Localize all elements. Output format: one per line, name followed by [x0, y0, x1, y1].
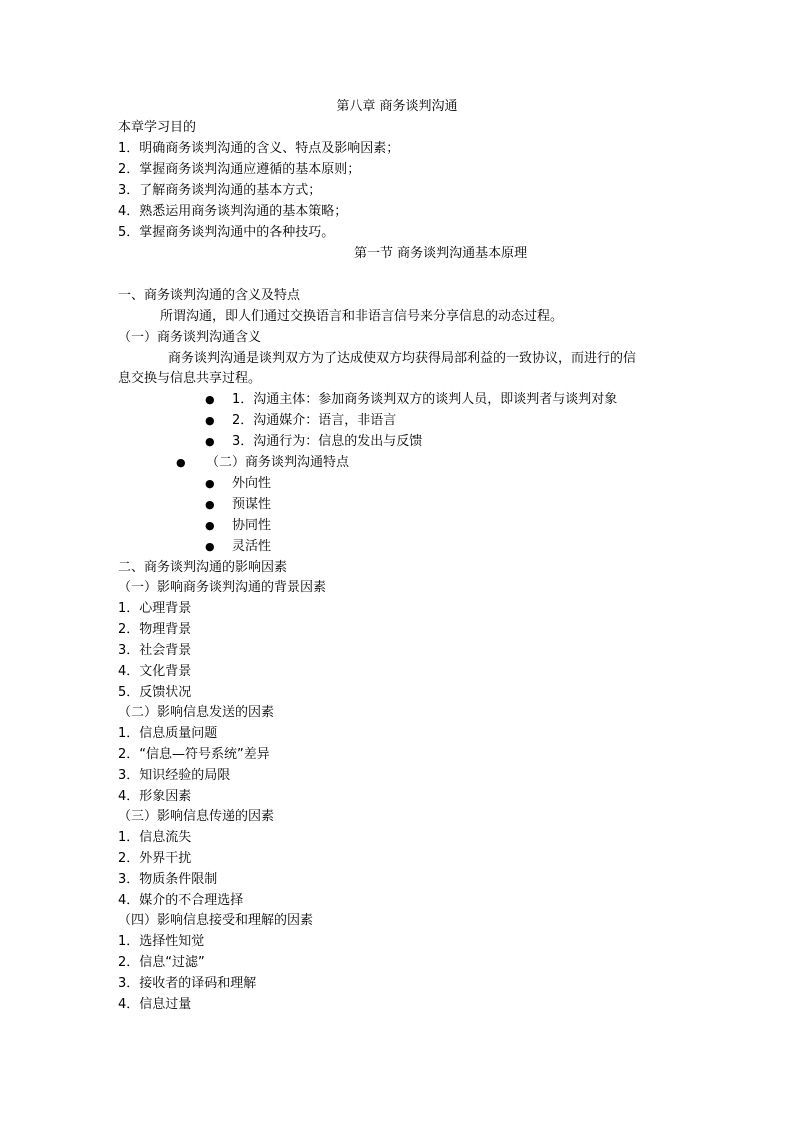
sending-item: 1．信息质量问题	[118, 726, 218, 741]
bullet-icon: ●	[205, 393, 215, 406]
sending-item: 2．“信息—符号系统”差异	[118, 747, 270, 762]
transmission-item: 4．媒介的不合理选择	[118, 893, 244, 908]
background-item: 2．物理背景	[118, 622, 192, 637]
receiving-heading: （四）影响信息接受和理解的因素	[118, 913, 314, 928]
sending-item: 4．形象因素	[118, 789, 192, 804]
objective-item: 3．了解商务谈判沟通的基本方式；	[118, 183, 322, 198]
feature-item: 协同性	[232, 518, 272, 533]
definition-paragraph: 所谓沟通，即人们通过交换语言和非语言信号来分享信息的动态过程。	[160, 309, 564, 324]
background-item: 3．社会背景	[118, 643, 192, 658]
feature-item: 灵活性	[232, 539, 272, 554]
meaning-paragraph-line: 商务谈判沟通是谈判双方为了达成使双方均获得局部利益的一致协议，而进行的信	[168, 351, 637, 366]
background-item: 4．文化背景	[118, 664, 192, 679]
transmission-heading: （三）影响信息传递的因素	[118, 809, 275, 824]
background-heading: （一）影响商务谈判沟通的背景因素	[118, 580, 327, 595]
bullet-icon: ●	[205, 540, 215, 553]
features-heading: （二）商务谈判沟通特点	[206, 455, 350, 470]
sending-item: 3．知识经验的局限	[118, 768, 231, 783]
bullet-icon: ●	[205, 435, 215, 448]
bullet-icon: ●	[205, 477, 215, 490]
objective-item: 2．掌握商务谈判沟通应遵循的基本原则；	[118, 162, 361, 177]
section-title: 第一节 商务谈判沟通基本原理	[354, 246, 528, 261]
background-item: 1．心理背景	[118, 601, 192, 616]
meaning-bullet-item: 1．沟通主体：参加商务谈判双方的谈判人员，即谈判者与谈判对象	[232, 392, 618, 407]
objective-item: 1．明确商务谈判沟通的含义、特点及影响因素；	[118, 141, 400, 156]
receiving-item: 3．接收者的译码和理解	[118, 976, 257, 991]
transmission-item: 2．外界干扰	[118, 851, 192, 866]
bullet-icon: ●	[205, 414, 215, 427]
meaning-bullet-item: 3．沟通行为：信息的发出与反馈	[232, 434, 423, 449]
objective-item: 4．熟悉运用商务谈判沟通的基本策略；	[118, 204, 348, 219]
meaning-bullet-item: 2．沟通媒介：语言，非语言	[232, 413, 397, 428]
receiving-item: 2．信息“过滤”	[118, 955, 205, 970]
chapter-title: 第八章 商务谈判沟通	[336, 99, 458, 114]
bullet-icon: ●	[176, 456, 186, 469]
part2-heading: 二、商务谈判沟通的影响因素	[118, 560, 288, 575]
background-item: 5．反馈状况	[118, 685, 192, 700]
objective-item: 5．掌握商务谈判沟通中的各种技巧。	[118, 225, 335, 240]
part1-heading: 一、商务谈判沟通的含义及特点	[118, 288, 301, 303]
meaning-paragraph-line: 息交换与信息共享过程。	[118, 371, 262, 386]
objectives-heading: 本章学习目的	[118, 120, 197, 135]
bullet-icon: ●	[205, 498, 215, 511]
sending-heading: （二）影响信息发送的因素	[118, 705, 275, 720]
bullet-icon: ●	[205, 519, 215, 532]
feature-item: 预谋性	[232, 497, 272, 512]
feature-item: 外向性	[232, 476, 272, 491]
receiving-item: 4．信息过量	[118, 997, 192, 1012]
meaning-heading: （一）商务谈判沟通含义	[118, 330, 262, 345]
transmission-item: 3．物质条件限制	[118, 872, 218, 887]
receiving-item: 1．选择性知觉	[118, 934, 205, 949]
transmission-item: 1．信息流失	[118, 830, 192, 845]
